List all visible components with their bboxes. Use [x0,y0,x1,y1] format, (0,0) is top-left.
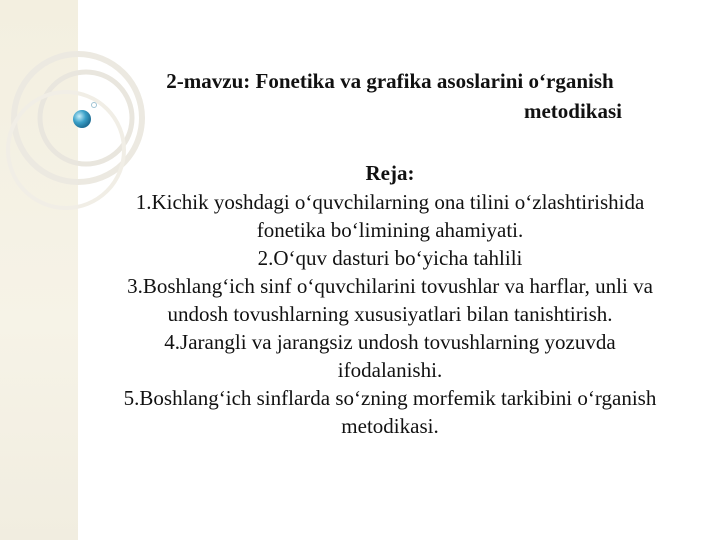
slide-content [110,66,670,440]
plan-item-5: 5.Boshlang‘ich sinflarda so‘zning morfemik tarkibini o‘rganish metodikasi. [123,386,657,438]
spacer [110,126,670,158]
blue-dot-icon [73,110,91,128]
plan-item-2: 2.O‘quv dasturi bo‘yicha tahlili [257,246,523,270]
small-dot-icon [92,103,97,108]
plan-item-3: 3.Boshlang‘ich sinf o‘quvchilarini tovushlar va harflar, unli va undosh tovushlarning xususiyatlari bilan tanishtirish. [127,274,653,326]
slide-title-line-1: 2-mavzu: Fonetika va grafika asoslarini o‘rganish [166,69,614,93]
plan-item-4: 4.Jarangli va jarangsiz undosh tovushlarning yozuvda ifodalanishi. [164,330,616,382]
plan-heading: Reja: [365,161,415,185]
plan-item-1: 1.Kichik yoshdagi o‘quvchilarning ona tilini o‘zlashtirishida fonetika bo‘limining ahamiyati. [135,190,645,242]
plan-list [110,188,670,440]
slide-title-line-2: metodikasi [523,99,622,123]
